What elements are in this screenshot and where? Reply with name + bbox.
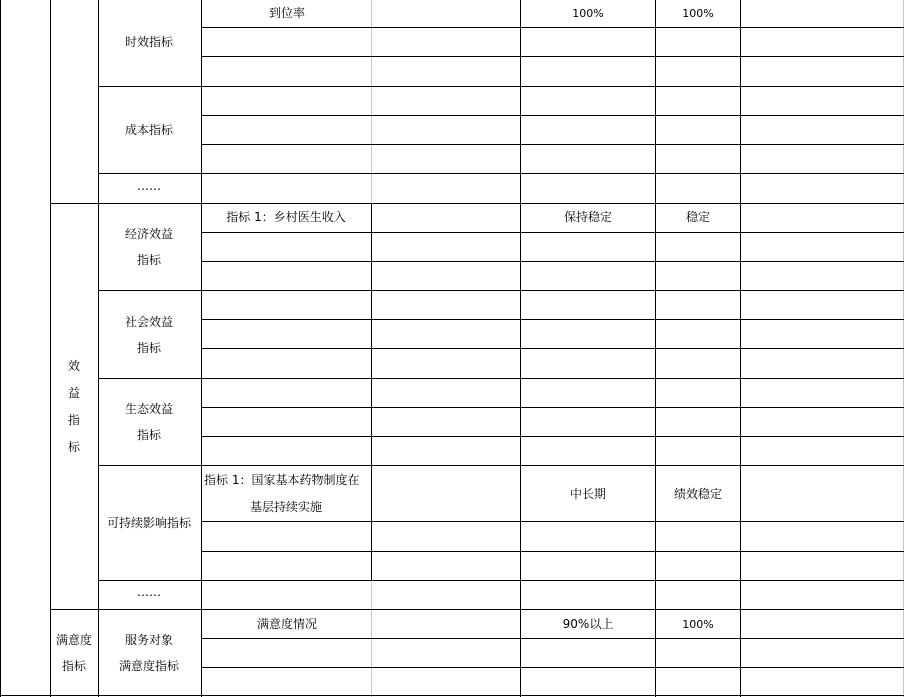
economic-row1-name: 指标 1：乡村医生收入 — [226, 210, 346, 224]
row-line — [201, 115, 904, 116]
satisfaction-row1-target: 90%以上 — [562, 617, 614, 631]
timeliness-row1-target: 100% — [572, 7, 604, 20]
row-line — [201, 56, 904, 57]
economic-row1-target: 保持稳定 — [563, 210, 613, 224]
social-label-line2: 指标 — [136, 341, 162, 355]
output-more-ellipsis: …… — [137, 179, 161, 193]
row-line — [201, 551, 904, 552]
row-line — [98, 290, 904, 291]
row-line — [201, 261, 904, 262]
sustainable-label: 可持续影响指标 — [106, 516, 192, 530]
timeliness-row1-actual: 100% — [682, 7, 714, 20]
economic-label-line1: 经济效益 — [124, 227, 174, 241]
row-line — [98, 86, 904, 87]
col-line — [50, 0, 51, 697]
row-line — [201, 27, 904, 28]
sustainable-row1-target: 中长期 — [569, 487, 607, 501]
satisfaction-sub-line2: 满意度指标 — [118, 659, 180, 673]
benefit-label-char: 效 — [67, 359, 81, 373]
row-line — [201, 144, 904, 145]
row-line — [98, 378, 904, 379]
sustainable-row1-name-line2: 基层持续实施 — [249, 500, 323, 514]
economic-label-line2: 指标 — [136, 253, 162, 267]
benefit-label-char: 指 — [67, 413, 81, 427]
row-line — [201, 638, 904, 639]
row-line — [201, 232, 904, 233]
sustainable-row1-name-line1: 指标 1：国家基本药物制度在 — [204, 473, 360, 487]
row-line — [201, 521, 904, 522]
timeliness-label: 时效指标 — [124, 35, 174, 49]
row-line — [98, 173, 904, 174]
sustainable-row1-actual: 绩效稳定 — [673, 487, 723, 501]
row-line — [98, 580, 904, 581]
col-line — [371, 203, 372, 580]
satisfaction-sub-line1: 服务对象 — [124, 633, 174, 647]
row-line — [98, 465, 904, 466]
benefit-label-char: 标 — [67, 440, 81, 454]
border-left — [0, 0, 1, 697]
benefit-label-char: 益 — [67, 386, 81, 400]
col-line — [98, 0, 99, 697]
row-line — [201, 667, 904, 668]
row-line — [201, 348, 904, 349]
row-line — [201, 407, 904, 408]
satisfaction-row1-name: 满意度情况 — [256, 617, 318, 631]
border-bottom — [0, 695, 904, 696]
timeliness-row1-name: 到位率 — [268, 6, 306, 20]
satisfaction-label-line2: 指标 — [61, 659, 87, 673]
benefit-more-ellipsis: …… — [137, 585, 161, 599]
row-line — [50, 609, 904, 610]
cost-label: 成本指标 — [124, 123, 174, 137]
satisfaction-label-line1: 满意度 — [55, 633, 93, 647]
social-label-line1: 社会效益 — [124, 315, 174, 329]
row-line — [201, 436, 904, 437]
economic-row1-actual: 稳定 — [685, 210, 711, 224]
row-line — [50, 203, 904, 204]
row-line — [201, 319, 904, 320]
satisfaction-row1-actual: 100% — [682, 618, 714, 631]
ecological-label-line1: 生态效益 — [124, 402, 174, 416]
ecological-label-line2: 指标 — [136, 428, 162, 442]
